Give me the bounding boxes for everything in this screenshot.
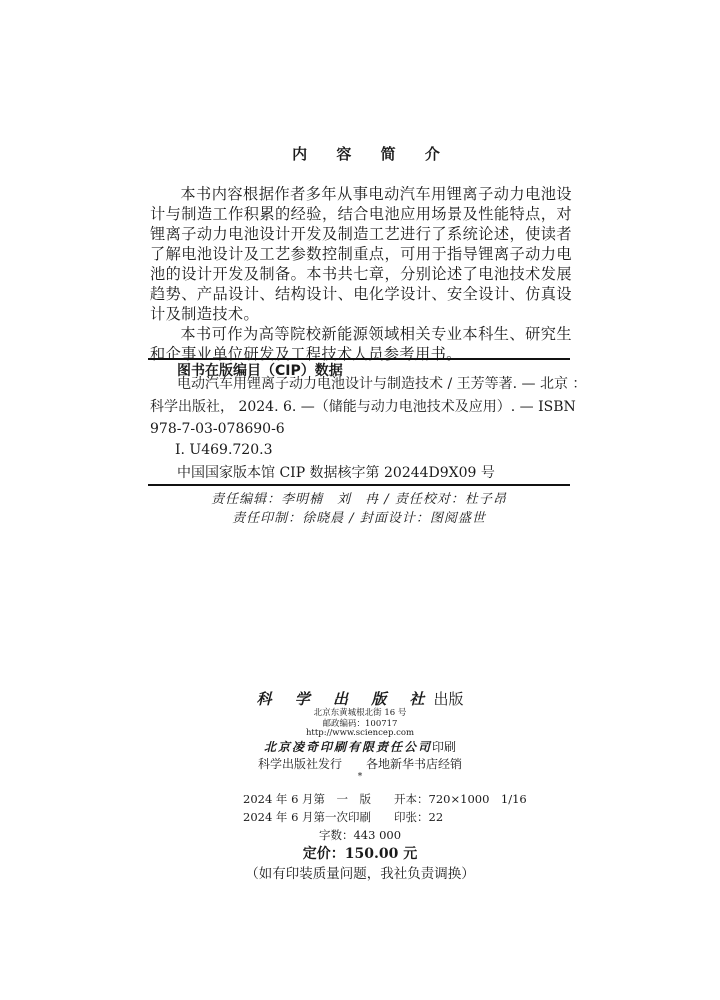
summary-paragraph-2: 本书可作为高等院校新能源领域相关专业本科生、研究生和企事业单位研发及工程技术人员参考用书。 bbox=[150, 325, 572, 363]
printer-name: 北京凌奇印刷有限责任公司 bbox=[263, 740, 432, 754]
word-count: 字数：443 000 bbox=[318, 828, 402, 842]
summary-title: 内 容 简 介 bbox=[292, 145, 452, 163]
cip-line-1: 电动汽车用锂离子动力电池设计与制造技术 / 王芳等著. — 北京 ： bbox=[177, 376, 587, 392]
printer-line bbox=[0, 738, 720, 755]
cip-bottom-rule bbox=[148, 484, 570, 486]
publisher-name: 科 学 出 版 社 bbox=[256, 690, 434, 708]
staff-line-editors: 责任编辑：李明楠 刘 冉 / 责任校对：杜子昂 bbox=[211, 492, 507, 507]
cip-heading: 图书在版编目（CIP）数据 bbox=[177, 363, 343, 379]
quality-note: （如有印装质量问题，我社负责调换） bbox=[245, 866, 475, 882]
summary-body bbox=[150, 184, 572, 364]
distribution-line: 科学出版社发行 各地新华书店经销 bbox=[257, 757, 462, 771]
separator-star: * bbox=[357, 772, 363, 782]
cip-verification: 中国国家版本馆 CIP 数据核字第 20244D9X09 号 bbox=[177, 465, 495, 481]
summary-paragraph-1: 本书内容根据作者多年从事电动汽车用锂离子动力电池设计与制造工作积累的经验，结合电池应用场景及性能特点，对锂离子动力电池设计开发及制造工艺进行了系统论述，使读者了解电池设计及工艺参数控制重点，可用于指导锂离子动力电池的设计开发及制备。本书共七章，分别论述了电池技术发展趋势、产品设计、结构设计、电化学设计、安全设计、仿真设计及制造技术。 bbox=[150, 185, 572, 323]
publisher-suffix: 出版 bbox=[433, 690, 464, 708]
staff-line-production: 责任印制：徐晓晨 / 封面设计：图阅盛世 bbox=[232, 511, 486, 526]
cip-isbn: 978-7-03-078690-6 bbox=[150, 421, 285, 437]
publisher-postcode: 邮政编码：100717 bbox=[322, 719, 398, 729]
price: 定价：150.00 元 bbox=[302, 846, 418, 862]
printer-suffix: 印刷 bbox=[432, 740, 457, 754]
publisher-website: http://www.sciencep.com bbox=[305, 728, 415, 738]
publisher-address: 北京东黄城根北街 16 号 bbox=[313, 708, 407, 718]
cip-classification: Ⅰ. U469.720.3 bbox=[175, 442, 273, 458]
edition-line: 2024 年 6 月第 一 版 开本：720×1000 1/16 bbox=[243, 792, 527, 806]
printing-line: 2024 年 6 月第一次印刷 印张：22 bbox=[243, 810, 444, 824]
cip-line-2: 科学出版社， 2024. 6. —（储能与动力电池技术及应用）. — ISBN bbox=[150, 399, 576, 415]
